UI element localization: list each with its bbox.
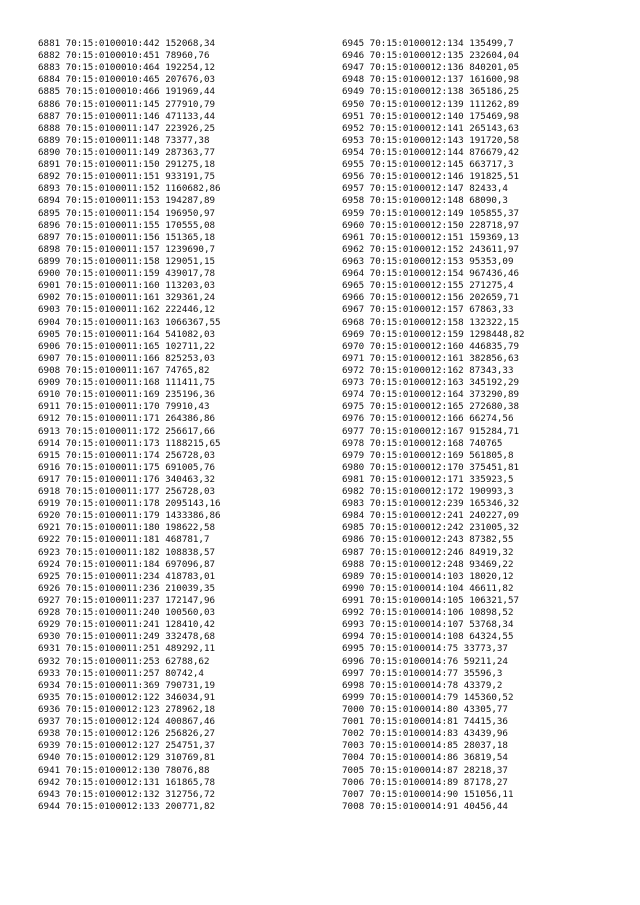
- table-row: 6984 70:15:0100012:241 240227,09: [342, 510, 520, 522]
- table-row: 6893 70:15:0100011:152 1160682,86: [38, 183, 221, 195]
- table-row: 6932 70:15:0100011:253 62788,62: [38, 655, 210, 667]
- table-row: 6945 70:15:0100012:134 135499,7: [342, 38, 514, 49]
- table-row: 6990 70:15:0100014:104 46611,82: [342, 582, 514, 594]
- table-row: 6903 70:15:0100011:162 222446,12: [38, 304, 216, 316]
- table-row: 6895 70:15:0100011:154 196950,97: [38, 207, 216, 219]
- table-row: 6890 70:15:0100011:149 287363,77: [38, 146, 216, 158]
- table-row: 7008 70:15:0100014:91 40456,44: [342, 800, 508, 812]
- table-row: 6961 70:15:0100012:151 159369,13: [342, 231, 520, 243]
- table-row: 6884 70:15:0100010:465 207676,03: [38, 74, 216, 86]
- table-row: 6908 70:15:0100011:167 74765,82: [38, 364, 210, 376]
- table-row: 6922 70:15:0100011:181 468781,7: [38, 534, 210, 546]
- table-row: 6968 70:15:0100012:158 132322,15: [342, 316, 520, 328]
- table-row: 6965 70:15:0100012:155 271275,4: [342, 280, 514, 292]
- table-row: 6915 70:15:0100011:174 256728,03: [38, 449, 216, 461]
- table-row: 6910 70:15:0100011:169 235196,36: [38, 389, 216, 401]
- table-row: 6902 70:15:0100011:161 329361,24: [38, 292, 216, 304]
- table-row: 6989 70:15:0100014:103 18020,12: [342, 570, 514, 582]
- table-row: 6940 70:15:0100012:129 310769,81: [38, 752, 216, 764]
- table-row: 6883 70:15:0100010:464 192254,12: [38, 62, 216, 74]
- right-column: [342, 38, 525, 813]
- table-row: 6991 70:15:0100014:105 106321,57: [342, 595, 520, 607]
- table-row: 6978 70:15:0100012:168 740765: [342, 437, 503, 449]
- table-row: 6960 70:15:0100012:150 228718,97: [342, 219, 520, 231]
- table-row: 6972 70:15:0100012:162 87343,33: [342, 364, 514, 376]
- table-row: 6916 70:15:0100011:175 691005,76: [38, 461, 216, 473]
- table-row: 7006 70:15:0100014:89 87178,27: [342, 776, 508, 788]
- table-row: 6898 70:15:0100011:157 1239690,7: [38, 243, 216, 255]
- table-row: 6888 70:15:0100011:147 223926,25: [38, 122, 216, 134]
- table-row: 6952 70:15:0100012:141 265143,63: [342, 122, 520, 134]
- table-row: 6980 70:15:0100012:170 375451,81: [342, 461, 520, 473]
- table-row: 6897 70:15:0100011:156 151365,18: [38, 231, 216, 243]
- table-row: 6889 70:15:0100011:148 73377,38: [38, 134, 210, 146]
- table-row: 6998 70:15:0100014:78 43379,2: [342, 679, 503, 691]
- table-row: 6988 70:15:0100012:248 93469,22: [342, 558, 514, 570]
- table-row: 6986 70:15:0100012:243 87382,55: [342, 534, 514, 546]
- table-row: 6911 70:15:0100011:170 79910,43: [38, 401, 210, 413]
- table-row: 6914 70:15:0100011:173 1188215,65: [38, 437, 221, 449]
- table-row: 6933 70:15:0100011:257 80742,4: [38, 667, 204, 679]
- table-row: 6899 70:15:0100011:158 129051,15: [38, 255, 216, 267]
- table-row: 7004 70:15:0100014:86 36819,54: [342, 752, 508, 764]
- table-row: 6955 70:15:0100012:145 663717,3: [342, 159, 514, 171]
- table-row: 6905 70:15:0100011:164 541082,03: [38, 328, 216, 340]
- table-row: 6950 70:15:0100012:139 111262,89: [342, 98, 520, 110]
- table-row: 6979 70:15:0100012:169 561805,8: [342, 449, 514, 461]
- table-row: 6996 70:15:0100014:76 59211,24: [342, 655, 508, 667]
- table-row: 6977 70:15:0100012:167 915284,71: [342, 425, 520, 437]
- table-row: 6994 70:15:0100014:108 64324,55: [342, 631, 514, 643]
- table-row: 6929 70:15:0100011:241 128410,42: [38, 619, 216, 631]
- table-row: 6992 70:15:0100014:106 10898,52: [342, 607, 514, 619]
- table-row: 6983 70:15:0100012:239 165346,32: [342, 498, 520, 510]
- table-row: 6934 70:15:0100011:369 790731,19: [38, 679, 216, 691]
- table-row: 6954 70:15:0100012:144 876679,42: [342, 146, 520, 158]
- table-row: 6976 70:15:0100012:166 66274,56: [342, 413, 514, 425]
- table-row: 7007 70:15:0100014:90 151056,11: [342, 788, 514, 800]
- table-row: 6971 70:15:0100012:161 382856,63: [342, 352, 520, 364]
- table-row: 6928 70:15:0100011:240 100560,03: [38, 607, 216, 619]
- table-row: 6927 70:15:0100011:237 172147,96: [38, 595, 216, 607]
- table-row: 6912 70:15:0100011:171 264386,86: [38, 413, 216, 425]
- table-row: 6957 70:15:0100012:147 82433,4: [342, 183, 508, 195]
- table-row: 6974 70:15:0100012:164 373290,89: [342, 389, 520, 401]
- table-row: 6964 70:15:0100012:154 967436,46: [342, 268, 520, 280]
- table-row: 6962 70:15:0100012:152 243611,97: [342, 243, 520, 255]
- table-row: 6891 70:15:0100011:150 291275,18: [38, 159, 216, 171]
- table-row: 6944 70:15:0100012:133 200771,82: [38, 800, 216, 812]
- table-row: 6973 70:15:0100012:163 345192,29: [342, 377, 520, 389]
- table-row: 6919 70:15:0100011:178 2095143,16: [38, 498, 221, 510]
- table-row: 6930 70:15:0100011:249 332478,68: [38, 631, 216, 643]
- table-row: 6946 70:15:0100012:135 232604,04: [342, 50, 520, 62]
- table-row: 6894 70:15:0100011:153 194287,89: [38, 195, 216, 207]
- table-row: 6887 70:15:0100011:146 471133,44: [38, 110, 216, 122]
- table-row: 6970 70:15:0100012:160 446835,79: [342, 340, 520, 352]
- table-row: 6924 70:15:0100011:184 697096,87: [38, 558, 216, 570]
- table-row: 6885 70:15:0100010:466 191969,44: [38, 86, 216, 98]
- table-row: 6918 70:15:0100011:177 256728,03: [38, 486, 216, 498]
- table-row: 6987 70:15:0100012:246 84919,32: [342, 546, 514, 558]
- table-row: 6907 70:15:0100011:166 825253,03: [38, 352, 216, 364]
- table-row: 6966 70:15:0100012:156 202659,71: [342, 292, 520, 304]
- table-row: 6967 70:15:0100012:157 67863,33: [342, 304, 514, 316]
- table-row: 6958 70:15:0100012:148 68090,3: [342, 195, 508, 207]
- table-row: 6959 70:15:0100012:149 105855,37: [342, 207, 520, 219]
- table-row: 6999 70:15:0100014:79 145360,52: [342, 691, 514, 703]
- table-row: 6886 70:15:0100011:145 277910,79: [38, 98, 216, 110]
- table-row: 6881 70:15:0100010:442 152068,34: [38, 38, 216, 49]
- table-row: 6901 70:15:0100011:160 113203,03: [38, 280, 216, 292]
- table-row: 6936 70:15:0100012:123 278962,18: [38, 704, 216, 716]
- table-row: 7005 70:15:0100014:87 28218,37: [342, 764, 508, 776]
- table-row: 6942 70:15:0100012:131 161865,78: [38, 776, 216, 788]
- table-row: 6900 70:15:0100011:159 439017,78: [38, 268, 216, 280]
- table-row: 6948 70:15:0100012:137 161600,98: [342, 74, 520, 86]
- table-row: 6993 70:15:0100014:107 53768,34: [342, 619, 514, 631]
- table-row: 6963 70:15:0100012:153 95353,09: [342, 255, 514, 267]
- table-row: 6920 70:15:0100011:179 1433386,86: [38, 510, 221, 522]
- table-row: 6931 70:15:0100011:251 489292,11: [38, 643, 216, 655]
- table-row: 6956 70:15:0100012:146 191825,51: [342, 171, 520, 183]
- table-row: 6882 70:15:0100010:451 78960,76: [38, 50, 210, 62]
- table-row: 6951 70:15:0100012:140 175469,98: [342, 110, 520, 122]
- table-row: 6947 70:15:0100012:136 840201,05: [342, 62, 520, 74]
- table-row: 6896 70:15:0100011:155 170555,08: [38, 219, 216, 231]
- table-row: 7002 70:15:0100014:83 43439,96: [342, 728, 508, 740]
- table-row: 6913 70:15:0100011:172 256617,66: [38, 425, 216, 437]
- table-row: 6939 70:15:0100012:127 254751,37: [38, 740, 216, 752]
- table-row: 6937 70:15:0100012:124 400867,46: [38, 716, 216, 728]
- table-row: 6982 70:15:0100012:172 190993,3: [342, 486, 514, 498]
- table-row: 6975 70:15:0100012:165 272680,38: [342, 401, 520, 413]
- table-row: 6906 70:15:0100011:165 102711,22: [38, 340, 216, 352]
- table-row: 6935 70:15:0100012:122 346034,91: [38, 691, 216, 703]
- table-row: 6892 70:15:0100011:151 933191,75: [38, 171, 216, 183]
- table-row: 6941 70:15:0100012:130 78076,88: [38, 764, 210, 776]
- table-row: 6925 70:15:0100011:234 418783,01: [38, 570, 216, 582]
- table-row: 6926 70:15:0100011:236 210039,35: [38, 582, 216, 594]
- table-row: 6943 70:15:0100012:132 312756,72: [38, 788, 216, 800]
- table-row: 7001 70:15:0100014:81 74415,36: [342, 716, 508, 728]
- table-row: 6985 70:15:0100012:242 231005,32: [342, 522, 520, 534]
- table-row: 6949 70:15:0100012:138 365186,25: [342, 86, 520, 98]
- table-row: 6938 70:15:0100012:126 256826,27: [38, 728, 216, 740]
- table-row: 7003 70:15:0100014:85 28037,18: [342, 740, 508, 752]
- table-row: 6921 70:15:0100011:180 198622,58: [38, 522, 216, 534]
- table-row: 7000 70:15:0100014:80 43305,77: [342, 704, 508, 716]
- left-column: [38, 38, 221, 813]
- table-row: 6981 70:15:0100012:171 335923,5: [342, 473, 514, 485]
- table-row: 6917 70:15:0100011:176 340463,32: [38, 473, 216, 485]
- table-row: 6953 70:15:0100012:143 191720,58: [342, 134, 520, 146]
- table-row: 6997 70:15:0100014:77 35596,3: [342, 667, 503, 679]
- table-row: 6995 70:15:0100014:75 33773,37: [342, 643, 508, 655]
- table-row: 6969 70:15:0100012:159 1298448,82: [342, 328, 525, 340]
- table-row: 6923 70:15:0100011:182 108838,57: [38, 546, 216, 558]
- table-row: 6909 70:15:0100011:168 111411,75: [38, 377, 216, 389]
- table-row: 6904 70:15:0100011:163 1066367,55: [38, 316, 221, 328]
